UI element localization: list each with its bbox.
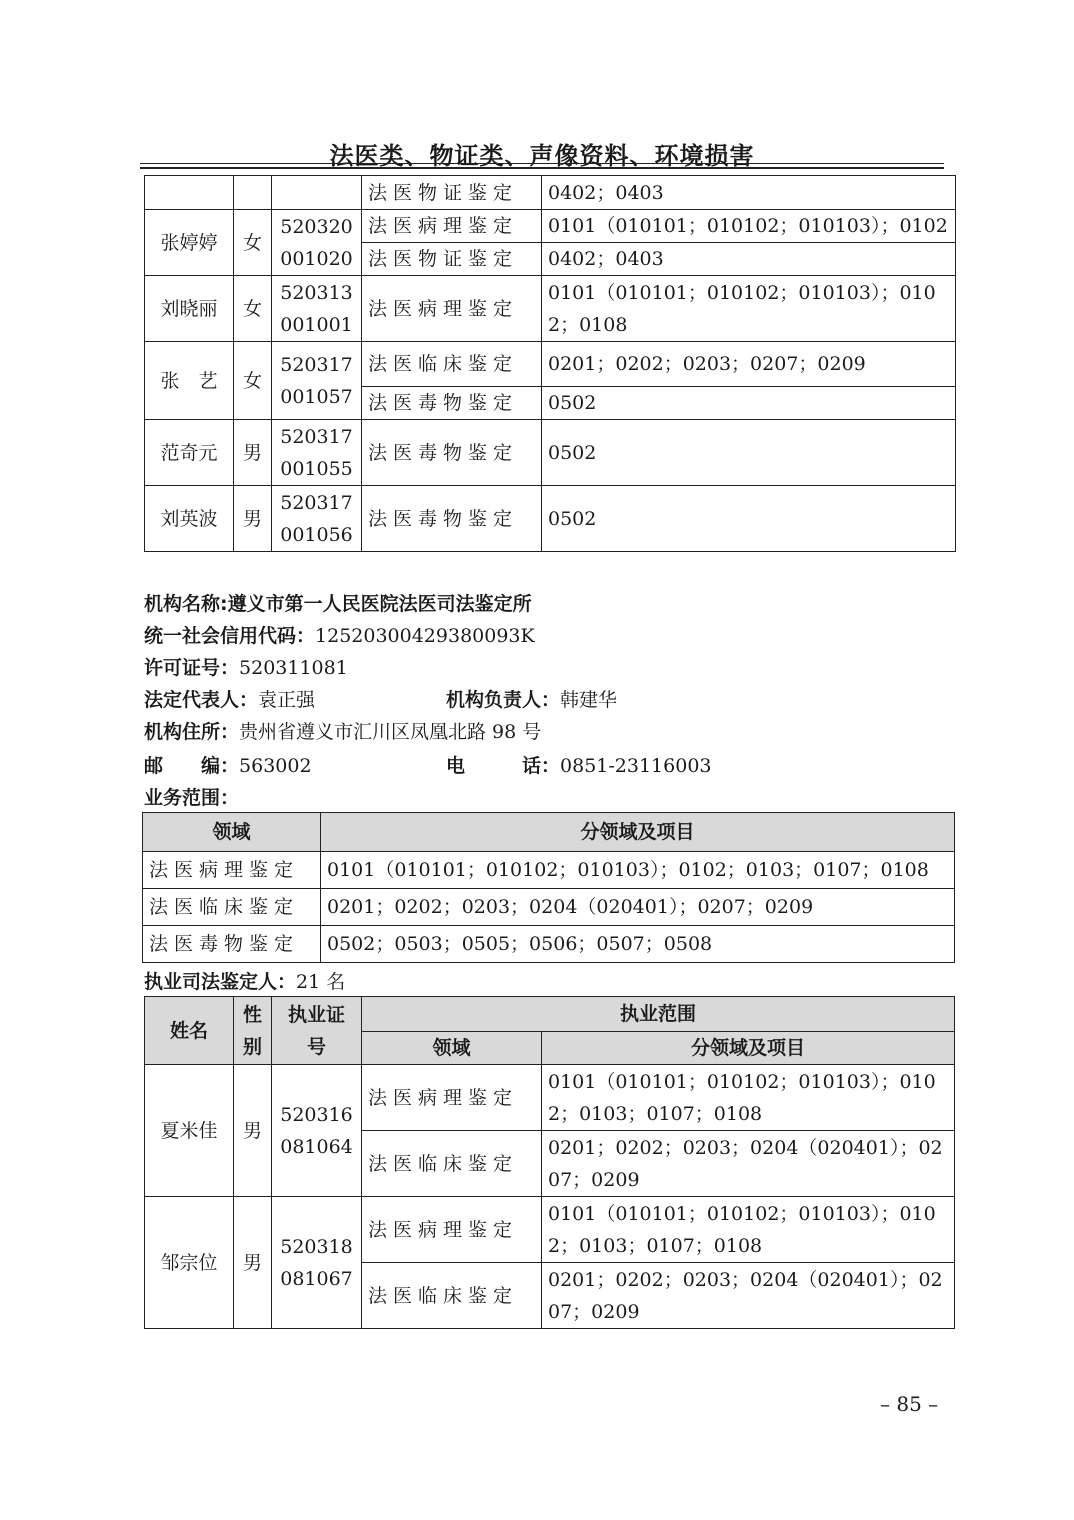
practitioner-cert: 520318 081067 (272, 1197, 362, 1329)
practitioner-gender: 女 (234, 342, 272, 420)
practitioner-name: 刘英波 (145, 486, 234, 552)
table-row (145, 176, 956, 210)
credit-code: 12520300429380093K (315, 625, 535, 647)
credit-code-line (144, 624, 535, 648)
scope-field: 法医临床鉴定 (362, 1131, 542, 1197)
practitioner-gender: 男 (234, 1065, 272, 1197)
scope-field: 法医病理鉴定 (362, 276, 542, 342)
table-row (143, 926, 955, 963)
practitioner-name: 范奇元 (145, 420, 234, 486)
page-number: – 85 – (880, 1392, 939, 1416)
table-row (145, 1197, 955, 1263)
head-line (446, 688, 617, 712)
scope-field: 法医毒物鉴定 (362, 387, 542, 420)
scope-items: 0101（010101；010102；010103）；0102 (542, 210, 956, 243)
license-line (144, 656, 348, 680)
scope-field: 法医临床鉴定 (143, 889, 321, 926)
practitioner-gender: 女 (234, 210, 272, 276)
address: 贵州省遵义市汇川区凤凰北路 98 号 (239, 721, 542, 743)
scope-field: 法医临床鉴定 (362, 1263, 542, 1329)
scope-field: 法医病理鉴定 (143, 852, 321, 889)
practitioner-gender: 男 (234, 420, 272, 486)
scope-items: 0201；0202；0203；0204（020401）；0207；0209 (542, 1131, 955, 1197)
page-header (140, 132, 944, 172)
scope-field: 法医毒物鉴定 (362, 486, 542, 552)
header-rule (140, 163, 944, 164)
practitioner-name: 张 艺 (145, 342, 234, 420)
practitioner-name: 邹宗位 (145, 1197, 234, 1329)
address-label: 机构住所： (144, 721, 240, 743)
practitioner-cert: 520313 001001 (272, 276, 362, 342)
scope-items: 0201；0202；0203；0204（020401）；0207；0209 (542, 1263, 955, 1329)
scope-items: 0502 (542, 420, 956, 486)
practitioner-cert: 520317 001057 (272, 342, 362, 420)
scope-items: 0502 (542, 387, 956, 420)
scope-items: 0402；0403 (542, 243, 956, 276)
table-row (145, 210, 956, 243)
scope-field: 法医病理鉴定 (362, 210, 542, 243)
scope-field: 法医临床鉴定 (362, 342, 542, 387)
scope-field: 法医病理鉴定 (362, 1065, 542, 1131)
scope-field: 法医物证鉴定 (362, 243, 542, 276)
license-number: 520311081 (239, 657, 348, 679)
header-rule-thick (140, 167, 944, 169)
institution-name-line (144, 592, 532, 616)
scope-header-field: 领域 (143, 813, 321, 852)
phone-line (446, 754, 712, 778)
table-row (143, 889, 955, 926)
scope-items: 0101（010101；010102；010103）；0102；0103；0107；0108 (542, 1065, 955, 1131)
scope-header-items: 分领域及项目 (321, 813, 955, 852)
license-label: 许可证号： (144, 657, 240, 679)
table-row (145, 486, 956, 552)
postcode-label: 邮 编： (144, 755, 240, 777)
practitioners-label: 执业司法鉴定人： (144, 971, 297, 993)
business-scope-table (142, 812, 955, 963)
practitioner-cert: 520316 081064 (272, 1065, 362, 1197)
scope-field: 法医病理鉴定 (362, 1197, 542, 1263)
header-field: 领域 (362, 1032, 542, 1065)
practitioner-name: 张婷婷 (145, 210, 234, 276)
table-row (145, 342, 956, 387)
header-gender: 性别 (234, 997, 272, 1065)
scope-items: 0101（010101；010102；010103）；0102；0103；0107；0108 (321, 852, 955, 889)
practitioner-cert (272, 176, 362, 210)
address-line (144, 720, 541, 744)
scope-items: 0402；0403 (542, 176, 956, 210)
table-row (145, 420, 956, 486)
practitioner-name: 刘晓丽 (145, 276, 234, 342)
scope-items: 0101（010101；010102；010103）；0102；0103；0107；0108 (542, 1197, 955, 1263)
practitioner-gender (234, 176, 272, 210)
legal-rep-line (144, 688, 315, 712)
institution-name: 遵义市第一人民医院法医司法鉴定所 (227, 593, 532, 615)
legal-rep-label: 法定代表人： (144, 689, 259, 711)
practitioner-gender: 男 (234, 486, 272, 552)
practitioner-name (145, 176, 234, 210)
scope-items: 0502；0503；0505；0506；0507；0508 (321, 926, 955, 963)
practitioner-gender: 女 (234, 276, 272, 342)
table-row (143, 852, 955, 889)
head-name: 韩建华 (560, 689, 618, 711)
scope-field: 法医物证鉴定 (362, 176, 542, 210)
practitioners-count: 21 名 (296, 971, 346, 993)
scope-items: 0502 (542, 486, 956, 552)
credit-code-label: 统一社会信用代码： (144, 625, 316, 647)
practitioners-table (144, 996, 955, 1329)
phone-label: 电 话： (446, 755, 561, 777)
header-name: 姓名 (145, 997, 234, 1065)
scope-field: 法医毒物鉴定 (362, 420, 542, 486)
practitioner-name: 夏米佳 (145, 1065, 234, 1197)
header-items: 分领域及项目 (542, 1032, 955, 1065)
scope-items: 0201；0202；0203；0204（020401）；0207；0209 (321, 889, 955, 926)
practitioner-cert: 520317 001056 (272, 486, 362, 552)
institution-name-label: 机构名称: (144, 593, 228, 615)
scope-field: 法医毒物鉴定 (143, 926, 321, 963)
continued-practitioners-table (144, 175, 956, 552)
scope-label: 业务范围： (144, 787, 240, 809)
scope-items: 0101（010101；010102；010103）；0102；0108 (542, 276, 956, 342)
practitioner-cert: 520320 001020 (272, 210, 362, 276)
header-title: 法医类、物证类、声像资料、环境损害 (329, 142, 755, 170)
legal-rep: 袁正强 (258, 689, 316, 711)
practitioner-cert: 520317 001055 (272, 420, 362, 486)
practitioners-line (144, 970, 345, 994)
header-cert: 执业证号 (272, 997, 362, 1065)
table-row (145, 276, 956, 342)
scope-line (144, 786, 239, 810)
postcode-line (144, 754, 312, 778)
table-row (145, 1065, 955, 1131)
postcode: 563002 (239, 755, 312, 777)
head-label: 机构负责人： (446, 689, 561, 711)
scope-items: 0201；0202；0203；0207；0209 (542, 342, 956, 387)
header-scope: 执业范围 (362, 997, 955, 1032)
practitioner-gender: 男 (234, 1197, 272, 1329)
phone: 0851-23116003 (560, 755, 712, 777)
